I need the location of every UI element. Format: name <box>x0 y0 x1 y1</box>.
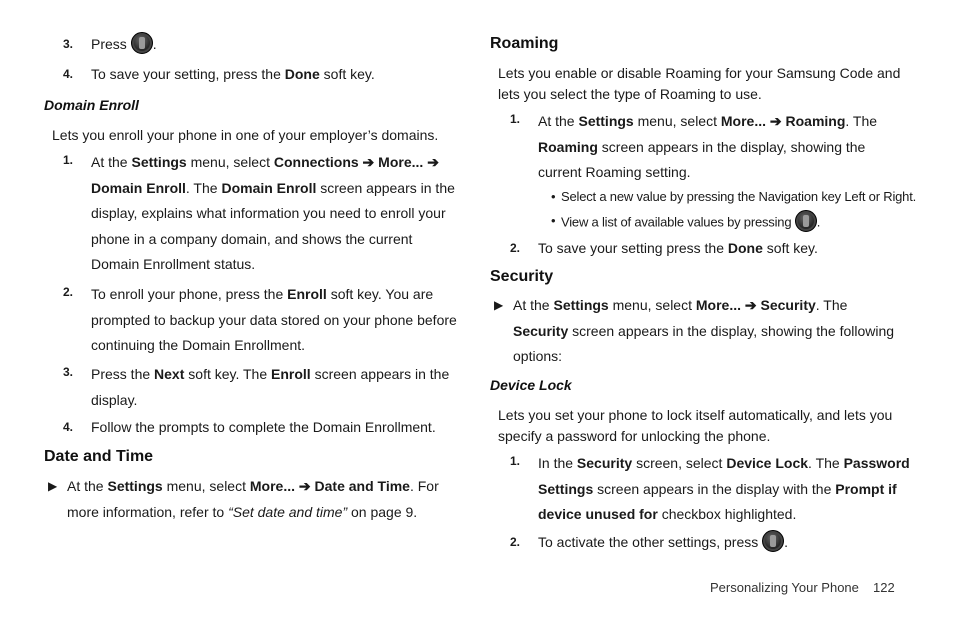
step-text <box>538 238 818 259</box>
text: At the <box>538 113 575 129</box>
text: Settings <box>131 154 187 170</box>
text: soft key. The <box>188 366 268 382</box>
text: lets you select the type of Roaming to use. <box>498 86 762 102</box>
text: . The <box>808 455 840 471</box>
text: screen appears in the <box>320 179 455 196</box>
text: Lets you set your phone to lock itself automatically, and lets you <box>498 407 893 423</box>
section-heading: Date and Time <box>44 448 154 465</box>
text: current Roaming setting. <box>538 164 691 180</box>
step-text <box>513 293 913 370</box>
text: soft key. <box>323 66 375 82</box>
step-number: 2. <box>63 285 74 299</box>
text: To save your setting press the <box>538 240 724 256</box>
footer-section-title: Personalizing Your Phone <box>710 580 859 595</box>
text: Roaming <box>785 113 846 129</box>
text: device unused for <box>538 506 658 522</box>
bullet-icon: • <box>551 189 556 204</box>
text: Lets you enable or disable Roaming for your Samsung Code and <box>498 65 901 81</box>
text: Press <box>91 36 127 52</box>
text: To activate the other settings, press <box>538 534 759 550</box>
step-number: 4. <box>63 67 74 81</box>
text: . The <box>185 179 218 196</box>
text: View a list of available values by pressing <box>561 214 792 230</box>
text: Domain Enrollment status. <box>91 256 256 272</box>
text: specify a password for unlocking the phone. <box>498 428 771 444</box>
step-number: 1. <box>63 153 74 167</box>
bullet-text <box>561 212 820 234</box>
text: Device Lock <box>726 455 809 471</box>
text: Domain Enroll <box>91 179 186 196</box>
text: menu, select <box>637 113 717 129</box>
step-number: 1. <box>510 112 521 126</box>
text: screen appears in the display, showing the <box>601 138 866 155</box>
text: soft key. <box>766 240 818 256</box>
text: To enroll your phone, press the <box>91 286 284 302</box>
text: on page 9. <box>351 503 418 520</box>
text: In the <box>538 455 574 471</box>
text: More... <box>720 113 766 129</box>
text: menu, select <box>190 154 270 170</box>
step-text <box>538 451 918 528</box>
page-number: 122 <box>873 580 895 595</box>
text: checkbox highlighted. <box>661 506 797 522</box>
text: display. <box>91 391 138 408</box>
text: . The <box>815 297 848 313</box>
text: Domain Enroll <box>221 179 317 196</box>
arrow: ➔ <box>298 478 311 494</box>
text: screen, select <box>636 455 723 471</box>
text: More... <box>695 297 741 313</box>
text: Roaming <box>538 138 598 155</box>
arrow: ➔ <box>769 113 782 129</box>
paragraph <box>498 63 918 105</box>
step-number: 1. <box>510 454 521 468</box>
step-number: 3. <box>63 37 74 51</box>
text: screen appears in the display, showing the following <box>572 322 895 339</box>
section-heading: Device Lock <box>490 377 572 393</box>
text: Connections <box>273 154 359 170</box>
text: menu, select <box>166 478 246 494</box>
text: more information, refer to <box>67 503 225 520</box>
step-number: 2. <box>510 241 521 255</box>
step-number: 3. <box>63 365 74 379</box>
text: Done <box>284 66 320 82</box>
text: To save your setting, press the <box>91 66 281 82</box>
text: Security <box>513 322 569 339</box>
text: Security <box>760 297 816 313</box>
text: Done <box>727 240 763 256</box>
text: menu, select <box>612 297 692 313</box>
step-text <box>91 150 461 278</box>
triangle-bullet-icon: ▶ <box>48 479 58 493</box>
text: Enroll <box>287 286 327 302</box>
bullet-text: Select a new value by pressing the Navigation key Left or Right. <box>561 189 917 204</box>
triangle-bullet-icon: ▶ <box>494 298 504 312</box>
arrow: ➔ <box>427 154 439 170</box>
section-heading: Roaming <box>490 35 559 52</box>
text: Settings <box>578 113 634 129</box>
text: . For <box>409 478 439 494</box>
text: Settings <box>107 478 163 494</box>
step-text: Follow the prompts to complete the Domain Enrollment. <box>91 419 436 435</box>
paragraph: Lets you enroll your phone in one of your employer’s domains. <box>52 127 439 143</box>
text: . The <box>845 113 878 129</box>
arrow: ➔ <box>362 154 375 170</box>
text: At the <box>67 478 104 494</box>
text: At the <box>513 297 550 313</box>
step-text <box>67 474 457 525</box>
step-text <box>91 282 461 359</box>
section-heading: Security <box>490 268 554 285</box>
text: More... <box>249 478 295 494</box>
text: Settings <box>538 480 594 497</box>
paragraph <box>498 405 918 447</box>
text: Password <box>843 455 910 471</box>
text: Enroll <box>271 366 311 382</box>
text: Prompt if <box>835 480 897 497</box>
text: Date and Time <box>314 478 410 494</box>
text: phone in a company domain, and shows the current <box>91 230 413 247</box>
text: Security <box>576 455 633 471</box>
text: More... <box>378 154 424 170</box>
text: At the <box>91 154 128 170</box>
step-text <box>91 362 461 413</box>
text: . <box>152 36 157 52</box>
cross-reference: “Set date and time” <box>228 503 348 520</box>
text: Next <box>154 366 185 382</box>
navigation-key-icon <box>131 32 153 54</box>
text: screen appears in the display with the <box>597 480 832 497</box>
text: screen appears in the <box>314 366 450 382</box>
text: . <box>784 534 789 550</box>
step-text <box>91 64 375 85</box>
step-number: 4. <box>63 420 74 434</box>
step-text <box>538 532 788 554</box>
arrow: ➔ <box>744 297 757 313</box>
section-heading: Domain Enroll <box>44 97 139 113</box>
text: prompted to backup your data stored on your phone before <box>91 311 457 328</box>
step-text <box>538 109 918 186</box>
step-text <box>91 34 157 56</box>
text: continuing the Domain Enrollment. <box>91 337 306 353</box>
text: options: <box>513 348 563 364</box>
text: soft key. You are <box>330 286 434 302</box>
navigation-key-icon <box>795 210 817 232</box>
navigation-key-icon <box>762 530 784 552</box>
text: . <box>816 214 821 230</box>
text: display, explains what information you need to enroll your <box>91 205 446 221</box>
text: Press the <box>91 366 151 382</box>
bullet-icon: • <box>551 213 556 228</box>
step-number: 2. <box>510 535 521 549</box>
text: Settings <box>553 297 609 313</box>
